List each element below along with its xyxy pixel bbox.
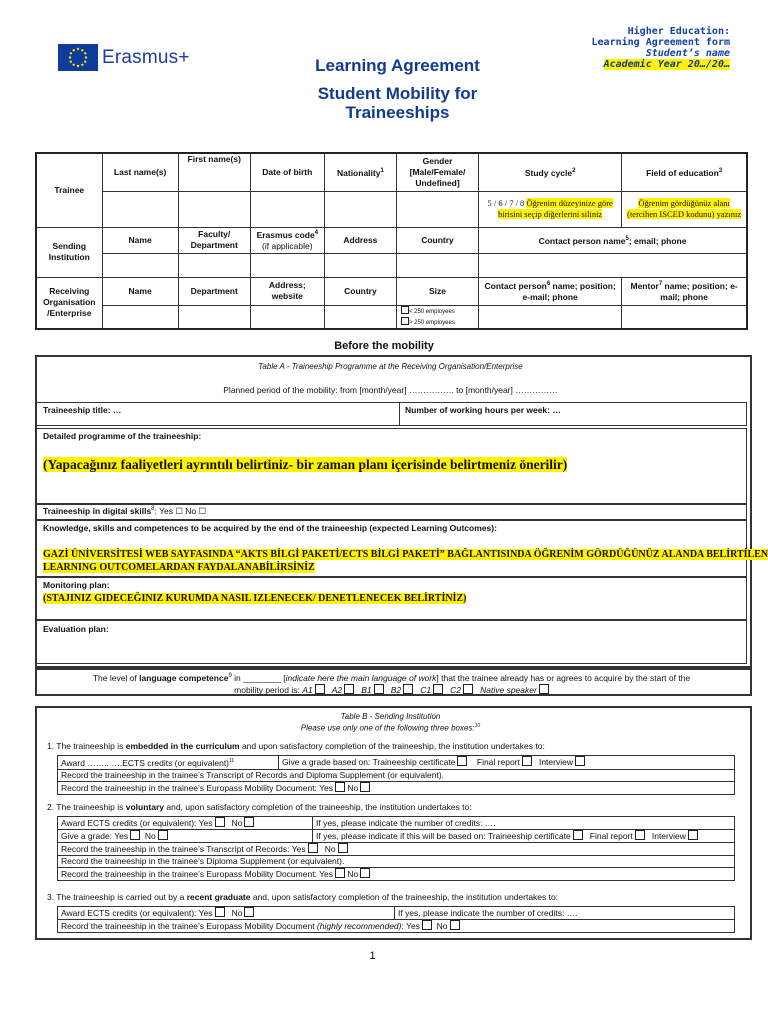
study-cycle-header: Study cycle$^2$ (479, 153, 622, 191)
address-website-header: Address; website (250, 277, 324, 305)
divider (399, 402, 400, 426)
opt2-grade[interactable]: Give a grade: Yes No (58, 830, 313, 843)
checkbox-icon[interactable] (244, 817, 254, 827)
receiving-country-value[interactable] (324, 305, 396, 329)
erasmus-logo (58, 44, 190, 71)
eu-flag-icon (58, 44, 98, 71)
opt2-record-transcript[interactable]: Record the traineeship in the trainee’s Transcript of Records: Yes No (58, 843, 735, 856)
before-mobility-heading: Before the mobility (334, 340, 434, 352)
header-meta-academic-year: Academic Year 20…/20… (603, 59, 730, 70)
trainee-info-table (35, 152, 748, 330)
opt2-award[interactable]: Award ECTS credits (or equivalent): Yes No (58, 817, 313, 830)
size-option-large[interactable]: > 250 employees (399, 317, 476, 328)
opt2-based-on[interactable]: If yes, please indicate if this will be based on: Traineeship certificate Final report Interview (313, 830, 735, 843)
monitoring-hint: (STAJINIZ GIDECEĞINIZ KURUMDA NASIL IZLENECEK/ DENETLENECEK BELİRTİNİZ) (43, 593, 467, 604)
checkbox-icon[interactable] (573, 830, 583, 840)
level-a2[interactable]: A2 (332, 685, 354, 695)
level-c2[interactable]: C2 (450, 685, 473, 695)
trainee-label: Trainee (36, 153, 102, 227)
checkbox-icon[interactable] (360, 782, 370, 792)
sending-name-value[interactable] (102, 253, 178, 277)
logo-text: Erasmus+ (102, 46, 190, 68)
field-edu-header: Field of education$^3$ (622, 153, 747, 191)
study-cycle-value[interactable]: 5 / 6 / 7 / 8 Öğrenim düzeyinize göre birisini seçip diğerlerini siliniz (479, 191, 622, 227)
checkbox-icon[interactable] (360, 868, 370, 878)
detailed-programme-label: Detailed programme of the traineeship: (43, 431, 202, 441)
faculty-value[interactable] (178, 253, 250, 277)
nationality-header: Nationality$^1$ (324, 153, 396, 191)
checkbox-icon[interactable] (315, 684, 325, 694)
checkbox-icon[interactable] (308, 843, 318, 853)
receiving-contact-value[interactable] (479, 305, 622, 329)
opt1-record[interactable]: Record the traineeship in the trainee’s Transcript of Records and Diploma Supplement (or equivalent). (58, 769, 735, 781)
evaluation-label: Evaluation plan: (43, 624, 109, 634)
checkbox-icon[interactable] (215, 907, 225, 917)
opt1-europass[interactable]: Record the traineeship in the trainee’s Europass Mobility Document: Yes No (58, 781, 735, 794)
department-header: Department (178, 277, 250, 305)
erasmus-code-value[interactable] (250, 253, 324, 277)
last-name-value[interactable] (102, 191, 178, 227)
checkbox-icon[interactable] (635, 830, 645, 840)
checkbox-icon[interactable] (338, 843, 348, 853)
last-name-header: Last name(s) (102, 153, 178, 191)
option-1-table (57, 755, 735, 795)
checkbox-icon[interactable] (335, 782, 345, 792)
table-b-subtitle: Please use only one of the following three boxes:$^{10}$ (300, 723, 481, 733)
sending-country-header: Country (396, 227, 478, 253)
opt2-europass[interactable]: Record the traineeship in the trainee’s Europass Mobility Document: Yes No (58, 868, 735, 881)
opt1-grade[interactable]: Give a grade based on: Traineeship certificate Final report Interview (279, 756, 735, 770)
sending-address-header: Address (324, 227, 396, 253)
nationality-value[interactable] (324, 191, 396, 227)
checkbox-icon[interactable] (244, 907, 254, 917)
size-header: Size (396, 277, 478, 305)
dob-header: Date of birth (250, 153, 324, 191)
checkbox-icon[interactable] (450, 920, 460, 930)
header-meta-line-2: Learning Agreement form (591, 37, 730, 48)
digital-skills[interactable]: Traineeship in digital skills$^8$: Yes ☐ No ☐ (43, 506, 207, 516)
size-option-small[interactable]: < 250 employees (399, 306, 476, 317)
checkbox-icon[interactable] (575, 756, 585, 766)
erasmus-code-header: Erasmus code$^4$ (if applicable) (250, 227, 324, 253)
size-options (396, 305, 478, 329)
receiving-name-header: Name (102, 277, 178, 305)
checkbox-icon[interactable] (433, 684, 443, 694)
checkbox-icon[interactable] (522, 756, 532, 766)
working-hours[interactable]: Number of working hours per week: … (405, 405, 561, 415)
header-meta-line-1: Higher Education: (627, 26, 730, 37)
receiving-contact-header: Contact person$^6$ name; position; e-mail; phone (479, 277, 622, 305)
opt3-award[interactable]: Award ECTS credits (or equivalent): Yes No (58, 907, 395, 920)
checkbox-icon[interactable] (401, 306, 409, 314)
gender-header: Gender [Male/Female/ Undefined] (396, 153, 478, 191)
option-3-table (57, 906, 735, 933)
title-hours-row (36, 402, 747, 426)
checkbox-icon[interactable] (158, 830, 168, 840)
mentor-header: Mentor$^7$ name; position; e-mail; phone (622, 277, 747, 305)
title-line-2: Student Mobility for (317, 84, 478, 103)
gender-value[interactable] (396, 191, 478, 227)
sending-contact-value[interactable] (479, 253, 747, 277)
learning-outcomes-hint-2: LEARNING OUTCOMELARDAN FAYDALANABİLİRSİNİZ (43, 562, 315, 573)
opt2-credits[interactable]: If yes, please indicate the number of credits: …. (313, 817, 735, 830)
checkbox-icon[interactable] (344, 684, 354, 694)
mentor-value[interactable] (622, 305, 747, 329)
checkbox-icon[interactable] (130, 830, 140, 840)
detailed-programme-hint: (Yapacağınız faaliyetleri ayrıntılı belirtiniz- bir zaman planı içerisinde belirtmeniz önerilir) (43, 457, 568, 472)
option-2-table (57, 816, 735, 881)
dob-value[interactable] (250, 191, 324, 227)
option-3-text: 3. The traineeship is carried out by a recent graduate and, upon satisfactory completion of the traineeship, the institution undertakes to: (47, 892, 559, 902)
title-line-1: Learning Agreement (315, 56, 480, 75)
sending-country-value[interactable] (396, 253, 478, 277)
checkbox-icon[interactable] (463, 684, 473, 694)
checkbox-icon[interactable] (401, 317, 409, 325)
level-b2[interactable]: B2 (391, 685, 413, 695)
header-meta (592, 26, 730, 70)
first-name-header: First name(s) (178, 153, 250, 191)
checkbox-icon[interactable] (688, 830, 698, 840)
table-a-title: Table A - Traineeship Programme at the Receiving Organisation/Enterprise (258, 362, 523, 371)
checkbox-icon[interactable] (215, 817, 225, 827)
monitoring-label: Monitoring plan: (43, 580, 110, 590)
table-b-title: Table B - Sending Institution (340, 712, 441, 721)
title-line-3: Traineeships (345, 103, 450, 122)
planned-period: Planned period of the mobility: from [month/year] ……………. to [month/year] …………… (223, 385, 558, 395)
sending-contact-header: Contact person name$^5$; email; phone (479, 227, 747, 253)
opt2-record-diploma[interactable]: Record the traineeship in the trainee’s Diploma Supplement (or equivalent). (58, 856, 735, 868)
option-2-text: 2. The traineeship is voluntary and, upon satisfactory completion of the traineeship, the institution undertakes to: (47, 802, 472, 812)
first-name-value[interactable] (178, 191, 250, 227)
opt3-credits[interactable]: If yes, please indicate the number of credits: …. (395, 907, 735, 920)
sending-address-value[interactable] (324, 253, 396, 277)
opt1-award[interactable]: Award …….. ….ECTS credits (or equivalent)$^{11}$ (58, 756, 279, 770)
page-number: 1 (369, 950, 376, 962)
checkbox-icon[interactable] (539, 684, 549, 694)
learning-outcomes-hint-1: GAZİ ÜNİVERSİTESİ WEB SAYFASINDA “AKTS BİLGİ PAKETİ/ECTS BİLGİ PAKETİ” BAĞLANTISINDA ÖĞRENİM GÖRDÜĞÜNÜZ ALANDA BELİRTİLEN (43, 549, 768, 560)
checkbox-icon[interactable] (335, 868, 345, 878)
receiving-country-header: Country (324, 277, 396, 305)
sending-name-header: Name (102, 227, 178, 253)
department-value[interactable] (178, 305, 250, 329)
language-competence: The level of language competence$^9$ in ________ [indicate here the main language of work] that the trainee already has or agrees to acquire by the start of the mobility period is: A1 A2 B1 B2 C1 C2 Native speaker (92, 672, 691, 695)
receiving-name-value[interactable] (102, 305, 178, 329)
header-meta-student-name: Student’s name (645, 48, 730, 59)
field-edu-value[interactable]: Öğrenim gördüğünüz alanı (tercihen ISCED kodunu) yazınız (622, 191, 747, 227)
checkbox-icon[interactable] (403, 684, 413, 694)
checkbox-icon[interactable] (457, 756, 467, 766)
evaluation-box[interactable] (36, 620, 747, 664)
learning-outcomes-label: Knowledge, skills and competences to be acquired by the end of the traineeship (expected Learning Outcomes): (43, 523, 497, 533)
level-c1[interactable]: C1 (420, 685, 443, 695)
receiving-label: Receiving Organisation /Enterprise (36, 277, 102, 329)
checkbox-icon[interactable] (374, 684, 384, 694)
opt3-europass[interactable]: Record the traineeship in the trainee’s Europass Mobility Document (highly recommended): Yes No (58, 920, 735, 933)
option-1-text: 1. The traineeship is embedded in the curriculum and upon satisfactory completion of the traineeship, the institution undertakes to: (47, 741, 545, 751)
level-native[interactable]: Native speaker (480, 685, 549, 695)
sending-institution-label: Sending Institution (36, 227, 102, 277)
traineeship-title[interactable]: Traineeship title: … (43, 405, 122, 415)
faculty-header: Faculty/ Department (178, 227, 250, 253)
checkbox-icon[interactable] (422, 920, 432, 930)
level-b1[interactable]: B1 (361, 685, 383, 695)
address-website-value[interactable] (250, 305, 324, 329)
level-a1[interactable]: A1 (302, 685, 324, 695)
